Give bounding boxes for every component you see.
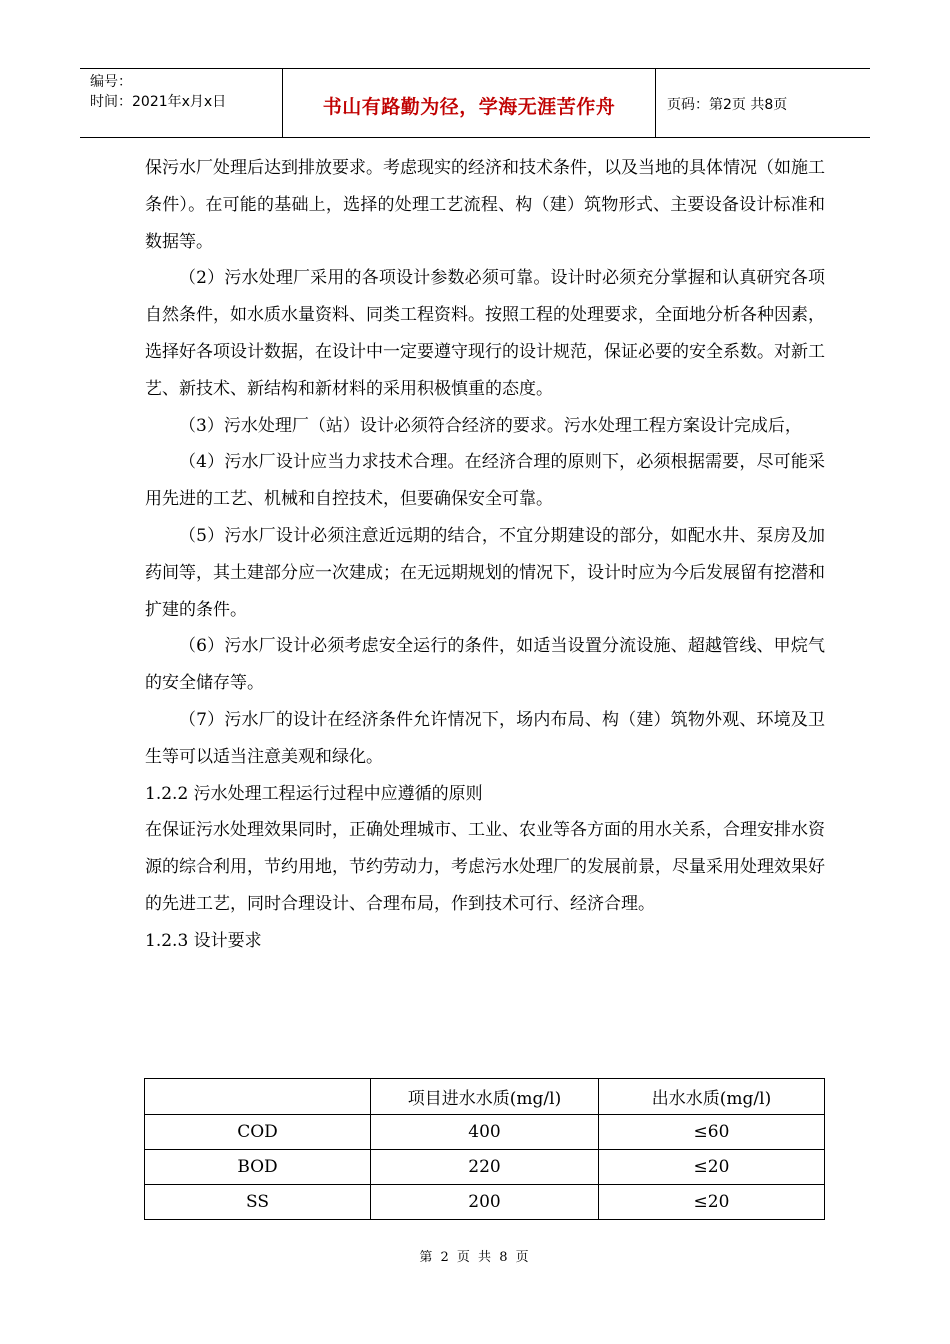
table-cell: ≤60: [599, 1115, 825, 1150]
table-cell: 400: [371, 1115, 599, 1150]
page-footer: 第 2 页 共 8 页: [419, 1250, 531, 1265]
header-left-cell: [80, 69, 283, 137]
section-heading: 1.2.3 设计要求: [145, 930, 262, 951]
table-header-cell: 出水水质(mg/l): [599, 1079, 825, 1115]
table-header-cell: 项目进水水质(mg/l): [371, 1079, 599, 1115]
document-number-label: 编号：: [90, 74, 132, 90]
header-page-info: 页码：第2页 共8页: [667, 97, 788, 113]
document-body: [145, 150, 825, 960]
paragraph: （3）污水处理厂（站）设计必须符合经济的要求。污水处理工程方案设计完成后，: [179, 415, 802, 436]
design-requirements-table: [144, 1078, 825, 1220]
document-time-label: 时间：2021年x月x日: [90, 94, 227, 110]
table-cell: COD: [145, 1115, 371, 1150]
paragraph: （4）污水厂设计应当力求技术合理。在经济合理的原则下，必须根据需要，尽可能采用先进的工艺、机械和自控技术，但要确保安全可靠。: [145, 452, 825, 510]
table-row: [145, 1115, 825, 1150]
table-row: [145, 1150, 825, 1185]
paragraph: 保污水厂处理后达到排放要求。考虑现实的经济和技术条件，以及当地的具体情况（如施工条件）。在可能的基础上，选择的处理工艺流程、构（建）筑物形式、主要设备设计标准和数据等。: [145, 158, 825, 252]
paragraph: （5）污水厂设计必须注意近远期的结合，不宜分期建设的部分，如配水井、泵房及加药间等，其土建部分应一次建成；在无远期规划的情况下，设计时应为今后发展留有挖潜和扩建的条件。: [145, 525, 825, 620]
table-cell: 200: [371, 1185, 599, 1220]
table-cell: 220: [371, 1150, 599, 1185]
paragraph: 在保证污水处理效果同时，正确处理城市、工业、农业等各方面的用水关系，合理安排水资源的综合利用，节约用地，节约劳动力，考虑污水处理厂的发展前景，尽量采用处理效果好的先进工艺，同时合理设计、合理布局，作到技术可行、经济合理。: [145, 820, 825, 914]
header-motto: 书山有路勤为径，学海无涯苦作舟: [322, 96, 616, 118]
section-heading: 1.2.2 污水处理工程运行过程中应遵循的原则: [145, 783, 483, 804]
paragraph: （2）污水处理厂采用的各项设计参数必须可靠。设计时必须充分掌握和认真研究各项自然条件，如水质水量资料、同类工程资料。按照工程的处理要求，全面地分析各种因素，选择好各项设计数据，在设计中一定要遵守现行的设计规范，保证必要的安全系数。对新工艺、新技术、新结构和新材料的采用积极慎重的态度。: [145, 268, 825, 399]
table-header-cell: [145, 1079, 371, 1115]
header-right-cell: [657, 69, 870, 137]
paragraph: （7）污水厂的设计在经济条件允许情况下，场内布局、构（建）筑物外观、环境及卫生等可以适当注意美观和绿化。: [145, 709, 825, 767]
paragraph: （6）污水厂设计必须考虑安全运行的条件，如适当设置分流设施、超越管线、甲烷气的安全储存等。: [145, 636, 825, 694]
table-cell: BOD: [145, 1150, 371, 1185]
table-header-row: [145, 1079, 825, 1115]
table-cell: SS: [145, 1185, 371, 1220]
table-cell: ≤20: [599, 1150, 825, 1185]
page-header: [80, 68, 870, 138]
header-middle-cell: [283, 69, 656, 137]
table-cell: ≤20: [599, 1185, 825, 1220]
table-row: [145, 1185, 825, 1220]
